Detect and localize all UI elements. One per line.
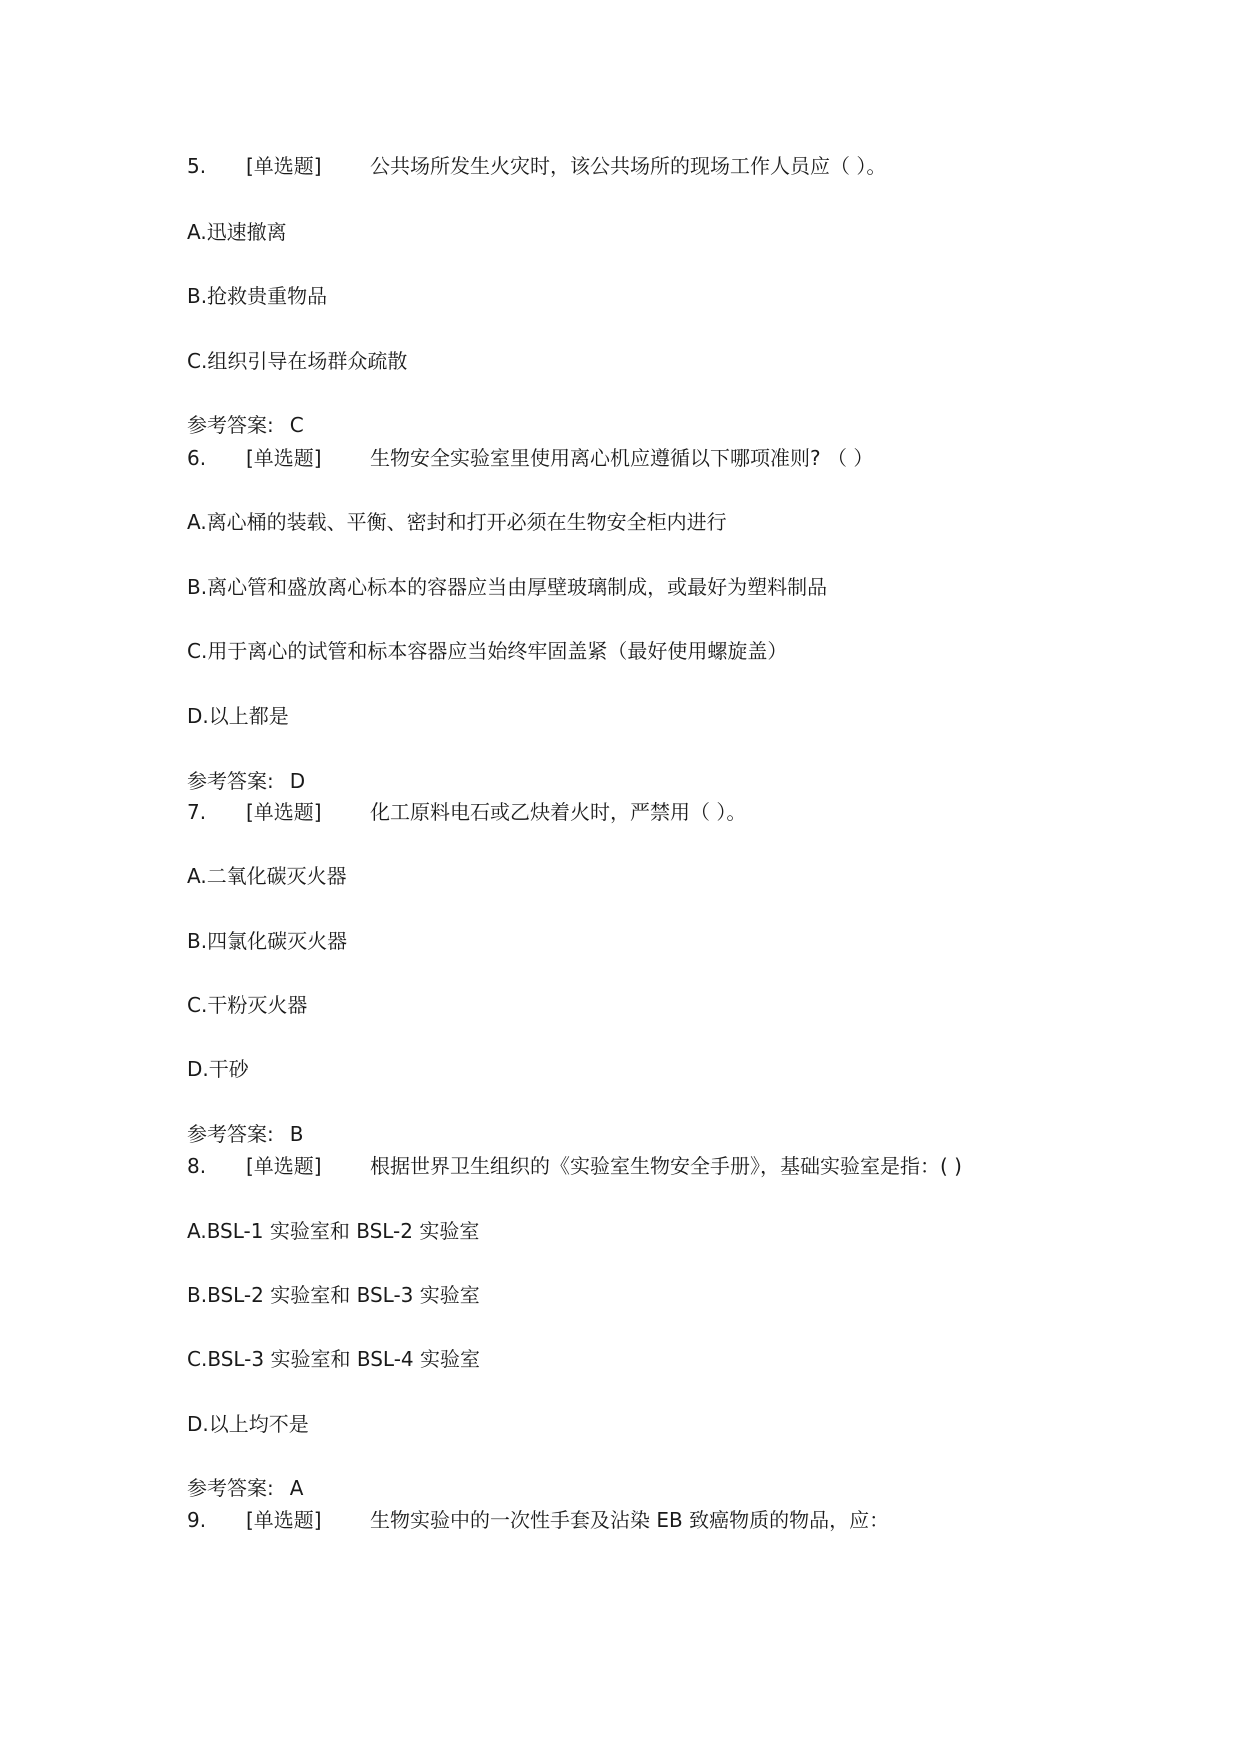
option: C.组织引导在场群众疏散 [187,349,408,373]
answer-label: 参考答案: [187,769,274,793]
question-number: 9. [187,1508,207,1532]
question-number: 6. [187,446,207,470]
option: D.以上都是 [187,704,289,728]
answer-label: 参考答案: [187,1476,274,1500]
answer-value: A [289,1476,304,1500]
question-type: [单选题] [246,1508,322,1532]
answer-line [187,1475,303,1501]
question-number: 8. [187,1154,207,1178]
option: D.干砂 [187,1057,249,1081]
answer-value: D [289,769,306,793]
option: A.BSL-1 实验室和 BSL-2 实验室 [187,1219,480,1243]
question-text: 生物安全实验室里使用离心机应遵循以下哪项准则? （ ） [370,446,874,470]
question-type: [单选题] [246,154,322,178]
question-type: [单选题] [246,800,322,824]
question-type: [单选题] [246,446,322,470]
option: A.离心桶的装载、平衡、密封和打开必须在生物安全柜内进行 [187,510,727,534]
question-text: 化工原料电石或乙炔着火时，严禁用（ ）。 [370,800,747,824]
option: B.BSL-2 实验室和 BSL-3 实验室 [187,1283,480,1307]
question-text: 公共场所发生火灾时，该公共场所的现场工作人员应（ ）。 [370,154,887,178]
answer-value: B [289,1122,304,1146]
option: B.四氯化碳灭火器 [187,929,348,953]
answer-label: 参考答案: [187,413,274,437]
option: B.离心管和盛放离心标本的容器应当由厚壁玻璃制成，或最好为塑料制品 [187,575,828,599]
option: B.抢救贵重物品 [187,284,328,308]
question-text: 生物实验中的一次性手套及沾染 EB 致癌物质的物品，应： [370,1508,890,1532]
answer-value: C [289,413,304,437]
option: C.干粉灭火器 [187,993,308,1017]
option: C.用于离心的试管和标本容器应当始终牢固盖紧（最好使用螺旋盖） [187,639,788,663]
question-text: 根据世界卫生组织的《实验室生物安全手册》，基础实验室是指：( ) [370,1154,962,1178]
answer-line [187,412,304,438]
option: C.BSL-3 实验室和 BSL-4 实验室 [187,1347,480,1371]
question-number: 7. [187,800,207,824]
question-type: [单选题] [246,1154,322,1178]
option: A.迅速撤离 [187,220,287,244]
answer-line [187,768,305,794]
option: D.以上均不是 [187,1412,309,1436]
answer-label: 参考答案: [187,1122,274,1146]
option: A.二氧化碳灭火器 [187,864,347,888]
answer-line [187,1121,303,1147]
question-number: 5. [187,154,207,178]
